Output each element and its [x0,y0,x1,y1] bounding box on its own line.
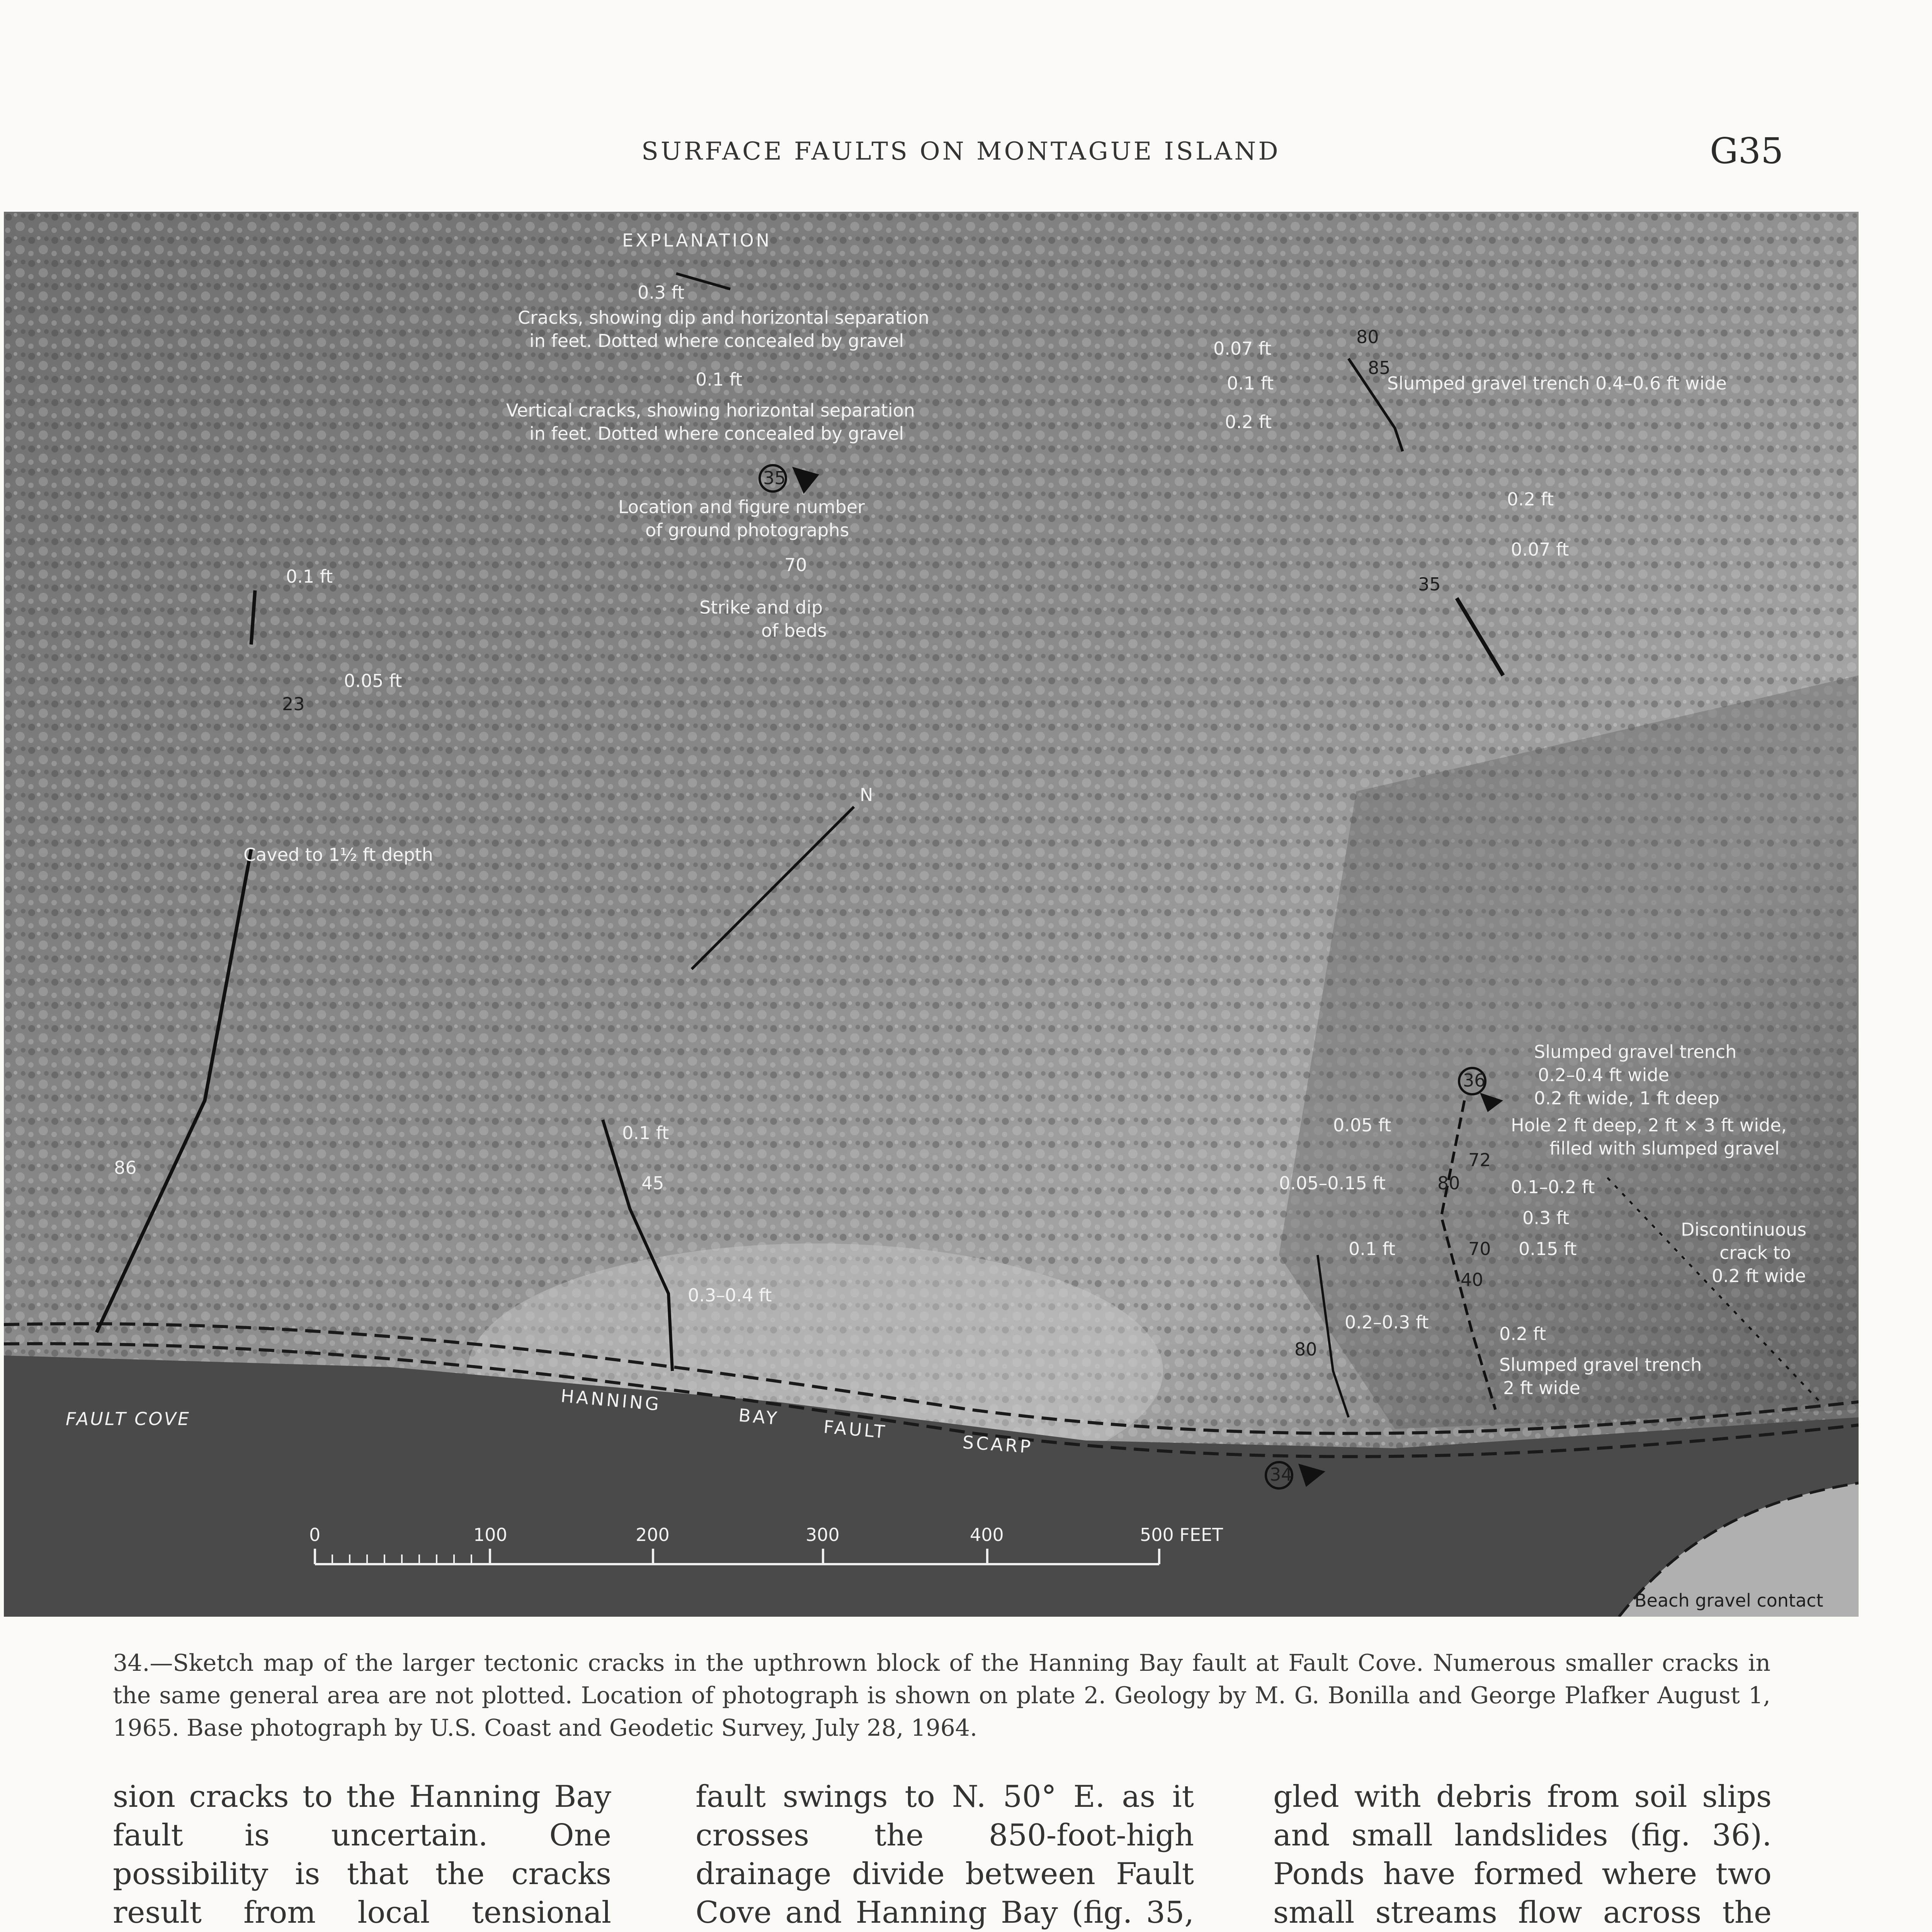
legend-strike-text-1: Strike and dip [699,597,823,618]
legend-crack-text-1: Cracks, showing dip and horizontal separation [518,307,929,328]
value-0-1-ft-top: 0.1 ft [1227,373,1274,394]
dip-80-bottom: 80 [1294,1339,1317,1360]
value-0-2-ft-top: 0.2 ft [1225,412,1272,432]
scale-tick-0: 0 [309,1524,321,1545]
label-fault-cove: FAULT COVE [66,1408,190,1429]
label-slumped-right-2: 0.2–0.4 ft wide [1538,1065,1669,1085]
label-slumped-top: Slumped gravel trench 0.4–0.6 ft wide [1387,373,1727,394]
photo-marker-34-label: 34 [1270,1464,1293,1485]
label-slumped-bottom-2: 2 ft wide [1503,1378,1580,1398]
running-title: SURFACE FAULTS ON MONTAGUE ISLAND [641,137,1281,166]
value-0-1-ft-middle: 0.1 ft [622,1122,669,1143]
legend-crack-text-2: in feet. Dotted where concealed by gravel [529,330,904,351]
value-0-1-ft-left: 0.1 ft [286,566,333,587]
value-0-2-ft: 0.2 ft [1507,489,1554,510]
dip-40: 40 [1461,1269,1483,1290]
label-discontinuous-1: Discontinuous [1681,1219,1807,1240]
value-0-05-ft-right: 0.05 ft [1333,1115,1391,1136]
label-slumped-bottom-1: Slumped gravel trench [1499,1354,1702,1375]
scale-tick-200: 200 [636,1524,670,1545]
paragraph: sion cracks to the Hanning Bay fault is uncertain. One possibility is that the cracks result from local tensional [113,1779,611,1930]
value-0-05-ft: 0.05 ft [344,670,402,691]
north-arrow-label: N [860,784,873,805]
label-hole-1: Hole 2 ft deep, 2 ft × 3 ft wide, [1511,1115,1787,1136]
label-scarp-fault: FAULT [823,1416,888,1443]
dip-85: 85 [1368,357,1391,378]
label-discontinuous-3: 0.2 ft wide [1712,1265,1806,1286]
photo-marker-36-label: 36 [1463,1070,1486,1091]
label-scarp-bay: BAY [738,1405,780,1429]
value-0-3-ft: 0.3 ft [1522,1208,1570,1228]
dip-80-mid: 80 [1437,1173,1460,1194]
legend-strike-value: 70 [784,554,807,575]
label-caved: Caved to 1½ ft depth [243,844,433,865]
paragraph: gled with debris from soil slips and small landslides (fig. 36). Ponds have formed where two small streams flow across the [1273,1779,1772,1930]
legend-photo-number: 35 [763,468,786,488]
dip-23: 23 [282,694,305,714]
value-0-2-ft-bottom: 0.2 ft [1499,1323,1546,1344]
aerial-photo-figure [4,212,1859,1617]
legend-photo-text-1: Location and figure number [618,497,865,517]
text-column-2 [696,1777,1194,1932]
label-beach-contact: Beach gravel contact [1634,1590,1823,1611]
scale-tick-400: 400 [970,1524,1004,1545]
dip-72: 72 [1468,1150,1491,1170]
dip-80-top: 80 [1356,327,1379,347]
value-0-3-0-4-ft: 0.3–0.4 ft [688,1285,772,1306]
value-0-1-ft-right: 0.1 ft [1349,1238,1396,1259]
legend-vertical-text-1: Vertical cracks, showing horizontal separation [506,400,915,421]
dip-86: 86 [114,1157,137,1178]
fault-map [4,212,1859,1617]
value-0-07-ft-2: 0.07 ft [1511,539,1569,560]
legend-vertical-text-2: in feet. Dotted where concealed by gravel [529,423,904,444]
paragraph: fault swings to N. 50° E. as it crosses the 850-foot-high drainage divide between Fault Cove and Hanning Bay (fig. 35, [696,1779,1194,1930]
label-scarp-hanning: HANNING [560,1385,662,1415]
scale-tick-500: 500 FEET [1140,1524,1223,1545]
dip-70: 70 [1468,1238,1491,1259]
legend-crack2-value: 0.1 ft [696,369,743,390]
value-0-2-0-3-ft: 0.2–0.3 ft [1345,1312,1429,1333]
value-0-15-ft: 0.15 ft [1519,1238,1577,1259]
page-number: G35 [1710,130,1784,172]
label-slumped-right-1: Slumped gravel trench [1534,1041,1737,1062]
dip-45: 45 [641,1173,664,1194]
value-0-1-0-2-ft: 0.1–0.2 ft [1511,1177,1595,1197]
legend-crack-value: 0.3 ft [638,282,685,303]
label-hole-2: filled with slumped gravel [1549,1138,1780,1159]
text-column-1 [113,1777,611,1932]
dip-35: 35 [1418,574,1441,595]
explanation-title: EXPLANATION [622,230,772,251]
label-wide-deep: 0.2 ft wide, 1 ft deep [1534,1088,1719,1109]
legend-strike-text-2: of beds [761,620,827,641]
running-head [0,130,1932,172]
value-0-05-0-15-ft: 0.05–0.15 ft [1279,1173,1386,1194]
scale-tick-300: 300 [806,1524,840,1545]
scale-tick-100: 100 [473,1524,507,1545]
figure-caption: 34.—Sketch map of the larger tectonic cracks in the upthrown block of the Hanning Bay fault at Fault Cove. Numerous smaller cracks in the same general area are not plotted. Location of photograph is shown on plate 2. Geology by M. G. Bonilla and George Plafker August 1, 1965. Base photograph by U.S. Coast and Geodetic Survey, July 28, 1964. [113,1650,1770,1742]
label-discontinuous-2: crack to [1719,1242,1791,1263]
value-0-07-ft: 0.07 ft [1213,338,1272,359]
text-column-3 [1273,1777,1772,1932]
label-scarp-scarp: SCARP [962,1432,1034,1458]
legend-photo-text-2: of ground photographs [645,520,849,541]
